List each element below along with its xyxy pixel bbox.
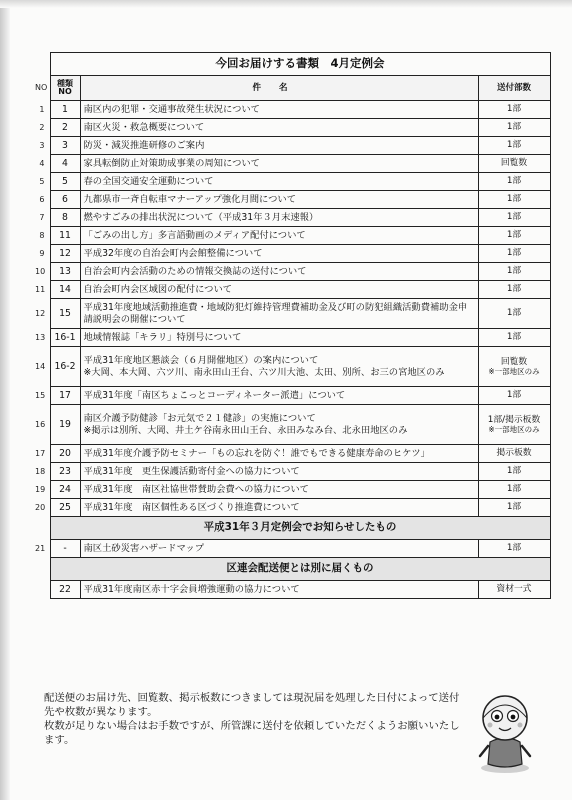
type-number: 16-1	[50, 329, 80, 347]
subject-line: 自治会町内会区域図の配付について	[83, 283, 233, 295]
subject-line: 九都県市一斉自転車マナーアップ強化月間について	[83, 193, 297, 205]
row-number: 11	[35, 284, 46, 294]
document-subject	[80, 581, 478, 599]
subject-line: 平成31年度「南区ちょこっとコーディネーター派遣」について	[83, 389, 346, 401]
table-row	[32, 387, 550, 405]
subject-line: 防災・減災推進研修のご案内	[83, 139, 205, 151]
subject-line: 平成31年度南区赤十字会員増強運動の協力について	[83, 583, 300, 595]
copies-count	[478, 263, 550, 281]
header-no: NO	[35, 83, 48, 92]
subject-line: 平成31年度 南区社協世帯賛助会費への協力について	[83, 483, 309, 495]
copies-value: 1部	[506, 122, 522, 132]
subject-line: 南区土砂災害ハザードマップ	[83, 542, 204, 554]
copies-value: 1部	[506, 332, 522, 342]
copies-count	[478, 329, 550, 347]
section-separate	[32, 558, 550, 581]
table-row	[32, 263, 550, 281]
type-number: 3	[50, 137, 80, 155]
row-number: 1	[39, 104, 45, 114]
footnote-line-1: 配送便のお届け先、回覧数、掲示板数につきましては現況届を処理した日付によって送付先や枚数が異なります。	[44, 692, 460, 718]
table-row	[32, 445, 550, 463]
header-copies: 送付部数	[478, 76, 550, 101]
document-subject	[80, 173, 478, 191]
header-type-no: 種類NO	[50, 76, 80, 101]
document-subject	[80, 209, 478, 227]
copies-count	[478, 387, 550, 405]
type-number: 5	[50, 173, 80, 191]
type-number: 11	[50, 227, 80, 245]
document-subject	[80, 227, 478, 245]
document-subject	[80, 540, 478, 558]
subject-line: 「ごみの出し方」多言語動画のメディア配付について	[83, 229, 306, 241]
copies-count	[478, 137, 550, 155]
document-subject	[80, 347, 478, 387]
table-row	[32, 227, 550, 245]
header-row	[32, 76, 550, 101]
row-number: 2	[39, 122, 45, 132]
copies-value: 1部	[506, 194, 522, 204]
table-row	[32, 499, 550, 517]
table-row	[32, 245, 550, 263]
subject-line: 平成32年度の自治会町内会館整備について	[83, 247, 263, 259]
copies-value: 資材一式	[496, 584, 532, 594]
subject-line: 南区火災・救急概要について	[83, 121, 205, 133]
type-number: 16-2	[50, 347, 80, 387]
type-number: 12	[50, 245, 80, 263]
subject-line: ※掲示は別所、大岡、井土ケ谷南永田山王台、永田みなみ台、北永田地区のみ	[83, 424, 408, 436]
table-row	[32, 581, 550, 599]
copies-count	[478, 281, 550, 299]
subject-line: 平成31年度 南区個性ある区づくり推進費について	[83, 501, 300, 513]
type-number: 25	[50, 499, 80, 517]
subject-line: 平成31年度 更生保護活動寄付金への協力について	[83, 465, 300, 477]
page-top-shadow	[0, 0, 572, 8]
row-number: 7	[39, 212, 45, 222]
copies-count	[478, 245, 550, 263]
type-number: 24	[50, 481, 80, 499]
page-edge-shadow	[0, 0, 10, 800]
copies-count	[478, 155, 550, 173]
documents-table	[32, 52, 551, 599]
footnote-line-2: 枚数が足りない場合はお手数ですが、所管課に送付を依頼していただくようお願いいたします。	[44, 719, 460, 746]
row-number: 12	[35, 308, 46, 318]
table-row	[32, 329, 550, 347]
mascot-illustration	[470, 688, 540, 776]
copies-value: 1部	[506, 104, 522, 114]
table-row	[32, 173, 550, 191]
copies-value: 1部	[506, 466, 522, 476]
document-sheet	[32, 52, 550, 599]
type-number: 20	[50, 445, 80, 463]
type-number: 19	[50, 405, 80, 445]
table-row	[32, 209, 550, 227]
copies-count	[478, 481, 550, 499]
subject-line: 南区内の犯罪・交通事故発生状況について	[83, 103, 260, 115]
copies-count	[478, 347, 550, 387]
copies-count	[478, 463, 550, 481]
type-number: -	[50, 540, 80, 558]
copies-value: 掲示板数	[496, 448, 532, 458]
row-number: 17	[35, 448, 46, 458]
type-number: 14	[50, 281, 80, 299]
row-number: 13	[35, 332, 46, 342]
copies-count	[478, 209, 550, 227]
document-subject	[80, 281, 478, 299]
table-row	[32, 155, 550, 173]
copies-value: 1部	[506, 390, 522, 400]
row-number: 16	[35, 419, 46, 429]
row-number: 5	[39, 176, 45, 186]
subject-line: 自治会町内会活動のための情報交換誌の送付について	[83, 265, 307, 277]
table-row	[32, 119, 550, 137]
footnote	[44, 692, 464, 748]
row-number: 4	[39, 158, 45, 168]
row-number: 6	[39, 194, 45, 204]
subject-line: 平成31年度介護予防セミナー「もの忘れを防ぐ！誰でもできる健康寿命のヒケツ」	[83, 447, 430, 459]
table-row	[32, 101, 550, 119]
section-march	[32, 517, 550, 540]
row-number: 9	[39, 248, 45, 258]
table-row	[32, 463, 550, 481]
row-number: 8	[39, 230, 45, 240]
document-title: 今回お届けする書類 4月定例会	[50, 53, 550, 76]
copies-value: 1部	[506, 230, 522, 240]
type-number: 2	[50, 119, 80, 137]
table-row	[32, 405, 550, 445]
copies-note: ※一部地区のみ	[488, 425, 540, 435]
document-subject	[80, 481, 478, 499]
copies-value: 1部	[506, 502, 522, 512]
table-row	[32, 281, 550, 299]
copies-count	[478, 299, 550, 329]
document-subject	[80, 387, 478, 405]
document-subject	[80, 405, 478, 445]
table-row	[32, 299, 550, 329]
type-number: 17	[50, 387, 80, 405]
copies-count	[478, 101, 550, 119]
copies-value: 1部/掲示板数	[487, 415, 541, 426]
type-number: 22	[50, 581, 80, 599]
copies-value: 1部	[506, 543, 522, 553]
copies-value: 1部	[506, 212, 522, 222]
document-subject	[80, 245, 478, 263]
type-number: 23	[50, 463, 80, 481]
type-number: 4	[50, 155, 80, 173]
copies-value: 回覧数	[500, 158, 528, 168]
document-subject	[80, 101, 478, 119]
row-number: 15	[35, 390, 46, 400]
row-number: 10	[35, 266, 46, 276]
table-row	[32, 347, 550, 387]
type-number: 1	[50, 101, 80, 119]
copies-value: 1部	[506, 266, 522, 276]
document-subject	[80, 299, 478, 329]
subject-line: 家具転倒防止対策助成事業の周知について	[83, 157, 260, 169]
type-number: 13	[50, 263, 80, 281]
subject-line: 春の全国交通安全運動について	[83, 175, 214, 187]
copies-value: 1部	[506, 484, 522, 494]
document-subject	[80, 191, 478, 209]
row-number: 14	[35, 361, 46, 371]
document-subject	[80, 137, 478, 155]
type-number: 6	[50, 191, 80, 209]
copies-value: 1部	[506, 308, 522, 318]
copies-count	[478, 191, 550, 209]
document-subject	[80, 155, 478, 173]
copies-count	[478, 540, 550, 558]
subject-line: 地域情報誌「キラリ」特別号について	[83, 331, 242, 343]
copies-value: 1部	[506, 248, 522, 258]
subject-line: 南区介護予防健診「お元気で２１健診」の実施について	[83, 412, 316, 424]
table-row	[32, 137, 550, 155]
copies-count	[478, 581, 550, 599]
document-subject	[80, 499, 478, 517]
row-number: 18	[35, 466, 46, 476]
row-number	[32, 581, 50, 599]
document-subject	[80, 463, 478, 481]
copies-value: 1部	[506, 176, 522, 186]
table-row	[32, 540, 550, 558]
copies-count	[478, 173, 550, 191]
type-number: 15	[50, 299, 80, 329]
table-row	[32, 481, 550, 499]
subject-line: 平成31年度地域活動推進費・地域防犯灯維持管理費補助金及び町の防犯組織活動費補助金申請説明会の開催について	[83, 301, 468, 325]
copies-note: ※一部地区のみ	[488, 367, 540, 377]
row-number: 20	[35, 502, 46, 512]
copies-count	[478, 445, 550, 463]
document-subject	[80, 119, 478, 137]
table-row	[32, 191, 550, 209]
document-subject	[80, 263, 478, 281]
copies-count	[478, 499, 550, 517]
copies-value: 1部	[506, 284, 522, 294]
copies-count	[478, 227, 550, 245]
section-separate-title: 区連会配送便とは別に届くもの	[50, 558, 550, 581]
copies-count	[478, 119, 550, 137]
title-row	[32, 53, 550, 76]
copies-value: 回覧数	[500, 357, 528, 368]
document-subject	[80, 329, 478, 347]
section-march-title: 平成31年３月定例会でお知らせしたもの	[50, 517, 550, 540]
document-subject	[80, 445, 478, 463]
copies-value: 1部	[506, 140, 522, 150]
row-number: 3	[39, 140, 45, 150]
row-number: 21	[35, 543, 46, 553]
subject-line: ※大岡、本大岡、六ツ川、南永田山王台、六ツ川大池、太田、別所、お三の宮地区のみ	[83, 366, 445, 378]
copies-count	[478, 405, 550, 445]
subject-line: 燃やすごみの排出状況について（平成31年３月末速報）	[83, 211, 319, 223]
subject-line: 平成31年度地区懇談会（６月開催地区）の案内について	[83, 354, 319, 366]
type-number: 8	[50, 209, 80, 227]
row-number: 19	[35, 484, 46, 494]
header-subject: 件名	[80, 76, 478, 101]
